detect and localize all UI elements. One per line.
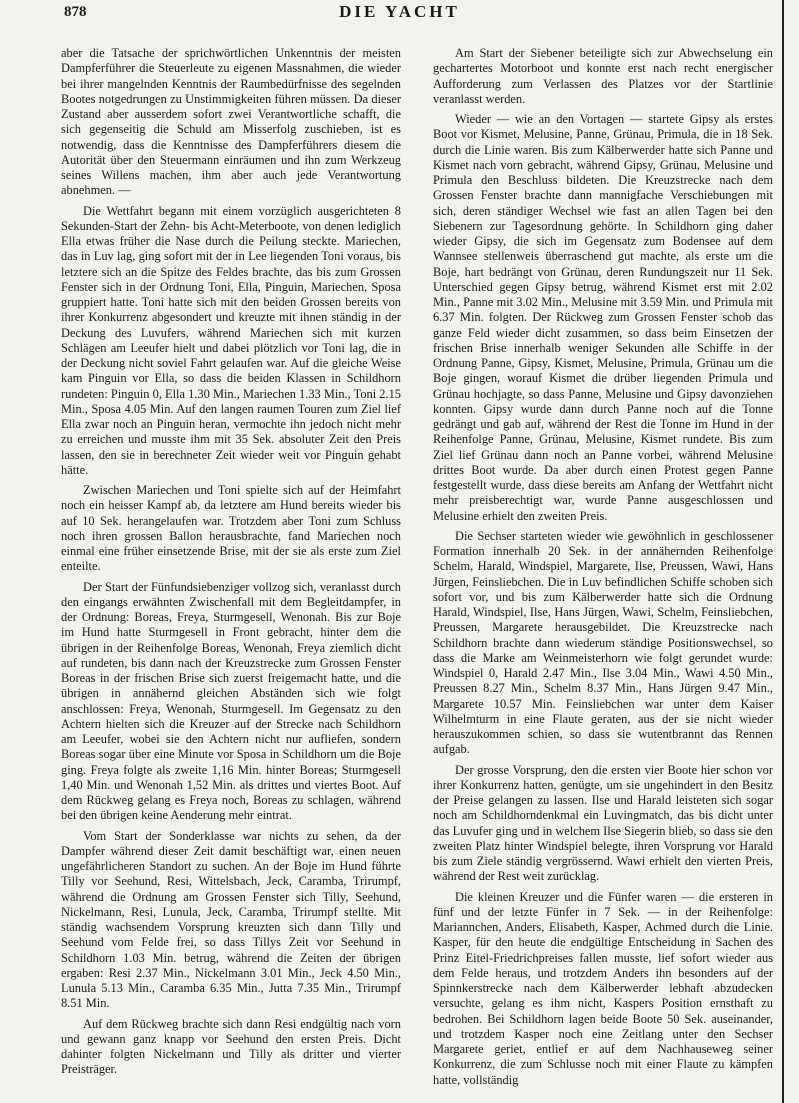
paragraph: Der Start der Fünfundsiebenziger vollzog sich, veranlasst durch den eingangs erwähnten Zwischenfall mit dem Begleitdampfer, in der Ordnung: Boreas, Freya, Sturmgesell, Wenonah. Bis zur Boje im Hund hatte Sturmgesell in Front gebracht, hinter dem die übrigen in der Reihenfolge Boreas, Wenonah, Freya ziemlich dicht auf rundeten, bis dann nach der Kreuzstrecke zum Grossen Fenster Boreas in der frischen Brise sich zuerst freigemacht hatte, und die übrigen in annähernd gleichen Abständen sich wie folgt anschlossen: Freya, Wenonah, Sturmgesell. Im Gegensatz zu den Achtern hielten sich die Kreuzer auf der Strecke nach Schildhorn am Leeufer, wobei sie den Achtern nicht nur aufliefen, sondern Boreas sogar über eine Minute vor Sposa in Schildhorn um die Boje ging. Freya folgte als zweite 1,16 Min. hinter Boreas; Sturmgesell 1,40 Min. und Wenonah 1,52 Min. als drittes und viertes Boot. Auf dem Rückweg gelang es Freya noch, Boreas zu schlagen, während bei den übrigen keine Aenderung mehr eintrat. <box>61 579 401 823</box>
paragraph: Auf dem Rückweg brachte sich dann Resi endgültig nach vorn und gewann ganz knapp vor Seehund den ersten Preis. Dicht dahinter folgten Nickelmann und Tilly als dritter und vierter Preisträger. <box>61 1016 401 1077</box>
page-number: 878 <box>64 4 87 20</box>
paragraph: aber die Tatsache der sprichwörtlichen Unkenntnis der meisten Dampferführer die Steuerleute zu eigenen Massnahmen, die wieder bei ihrer mangelnden Kenntnis der Raumbedürfnisse des segelnden Bootes notgedrungen zu Unstimmigkeiten führen müssen. Da dieser Zustand aber ausserdem sofort zwei Verantwortliche schafft, die sich gegenseitig die Schuld am Misserfolg zuschieben, ist es notwendig, dass die Kenntnisse des Dampferführers diesem die Autorität über den Steuermann einräumen und ihn zum Werkzeug seines Willens machen, ihm aber auch jede Verantwortung abnehmen. — <box>61 46 401 198</box>
paragraph: Die Sechser starteten wieder wie gewöhnlich in geschlossener Formation innerhalb 20 Sek. in der annähernden Reihenfolge Schelm, Harald, Windspiel, Margarete, Ilse, Preussen, Wawi, Hans Jürgen, Feinsliebchen. Die in Luv befindlichen Schiffe schoben sich sofort vor, und bis zum Kälberwerder hatte sich die Ordnung Harald, Windspiel, Ilse, Hans Jürgen, Wawi, Schelm, Feinsliebchen, Preussen, Margarete herausgebildet. Die Kreuzstrecke nach Schildhorn brachte dann wiederum ständige Positionswechsel, so dass die Marke am Weinmeisterhorn wie folgt gerundet wurde: Windspiel 0, Harald 2.47 Min., Ilse 3.04 Min., Wawi 4.50 Min., Preussen 8.27 Min., Schelm 8.37 Min., Hans Jürgen 9.47 Min., Margarete 10.57 Min. Feinsliebchen war unter dem Kaiser Wilhelmturm in eine Flaute geraten, aus der sie nicht wieder herauszukommen schien, so dass sie wutentbrannt das Rennen aufgab. <box>433 528 773 757</box>
running-head-title: DIE YACHT <box>339 2 460 21</box>
paragraph: Vom Start der Sonderklasse war nichts zu sehen, da der Dampfer während dieser Zeit damit beschäftigt war, einen neuen ungefährlicheren Standort zu suchen. An der Boje im Hund führte Tilly vor Seehund, Resi, Wittelsbach, Jeck, Caramba, Trirumpf, während die Ordnung am Grossen Fenster sich Tilly, Seehund, Nickelmann, Resi, Lunula, Jeck, Caramba, Trirumpf stellte. Mit ständig wachsendem Vorsprung kreuzten sich dann Tilly und Seehund vom Felde frei, so dass Tillys Zeit vor Seehund in Schildhorn 1.03 Min. betrug, während die Zeiten der übrigen ergaben: Resi 2.37 Min., Nickelmann 3.01 Min., Jeck 4.50 Min., Lunula 5.13 Min., Caramba 6.35 Min., Jutta 7.35 Min., Trirumpf 8.51 Min. <box>61 828 401 1011</box>
page-edge-rule <box>782 0 784 1103</box>
paragraph: Der grosse Vorsprung, den die ersten vier Boote hier schon vor ihrer Konkurrenz hatten, genügte, um sie ungehindert in den Besitz der Preise gelangen zu lassen. Ilse und Harald leisteten sich sogar noch am Schildhorndenkmal ein Luvingmatch, das bis dicht unter das Luvufer ging und in welchem Ilse Siegerin blieb, so dass sie den zweiten Platz hinter Windspiel belegte, ihren Vorsprung vor Harald bis zum Ziele ständig vergrössernd. Wawi erhielt den vierten Preis, während der Rest weit zurücklag. <box>433 762 773 884</box>
right-column <box>433 46 773 1093</box>
paragraph: Wieder — wie an den Vortagen — startete Gipsy als erstes Boot vor Kismet, Melusine, Panne, Grünau, Primula, die in 18 Sek. durch die Linie waren. Bis zum Kälberwerder hatte sich Panne und Kismet nach vorn gebracht, während Gipsy, Grünau, Melusine und Primula den Beschluss bildeten. Die Kreuzstrecke nach dem Grossen Fenster brachte dann mannigfache Verschiebungen mit sich, deren ständiger Wechsel wie fast an allen Tagen bei den Siebenern zur Tagesordnung gehörte. In Schildhorn ging daher wieder Gipsy, die sich im Gegensatz zum Bodensee auf dem Wannsee stellenweis überraschend gut machte, als erste um die Boje, hart bedrängt von Grünau, deren Rundungszeit nur 11 Sek. Unterschied gegen Gipsy betrug, während Kismet erst mit 2.02 Min., Panne mit 3.02 Min., Melusine mit 3.59 Min. und Primula mit 6.37 Min. folgten. Der Rückweg zum Grossen Fenster schob das ganze Feld wieder dicht zusammen, so dass beim Einsetzen der frischen Brise innerhalb weniger Sekunden alle Schiffe in der Ordnung Panne, Gipsy, Kismet, Melusine, Primula, Grünau um die Boje gingen, worauf Kismet die drüber liegenden Primula und Grünau hochjagte, so dass Panne, Melusine und Gipsy davonziehen konnten. Gipsy wurde dann durch Panne noch auf die Tonne gedrängt und gab auf, während der Rest die Tonne im Hund in der Reihenfolge Panne, Grünau, Melusine, Kismet rundete. Bis zum Ziel lief Grünau dann noch an Panne vorbei, während Melusine drittes Boot wurde. Da aber durch einen Protest gegen Panne festgestellt wurde, dass diese bereits am Anfang der Wettfahrt nicht mehr preisberechtigt war, wurde Panne ausgeschlossen und Melusine erhielt den zweiten Preis. <box>433 112 773 523</box>
paragraph: Die Wettfahrt begann mit einem vorzüglich ausgerichteten 8 Sekunden-Start der Zehn- bis Acht-Meterboote, von denen lediglich Ella etwas früher die Nase durch die Peilung steckte. Mariechen, das in Luv lag, ging sofort mit der in Lee liegenden Toni voraus, bis letztere sich an die Spitze des Feldes brachte, das bis zum Grossen Fenster sich in der Ordnung Toni, Ella, Pinguin, Mariechen, Sposa gruppiert hatte. Toni hatte sich mit den beiden Grossen bereits von ihrer Konkurrenz abgesondert und kreuzte mit ihnen ständig in der Deckung des Luvufers, während Mariechen sich mit kurzen Schlägen am Leeufer hielt und dabei plötzlich vor Toni lag, die in der Deckung nicht soviel Fahrt gelaufen war. Auf die gleiche Weise kam Pinguin vor Ella, so dass die beiden Klassen in Schildhorn rundeten: Pinguin 0, Ella 1.30 Min., Mariechen 1.33 Min., Toni 2.15 Min., Sposa 4.05 Min. Auf den langen raumen Touren zum Ziel lief Ella zwar noch an Pinguin heran, vermochte ihn jedoch nicht mehr zu erreichen und musste ihm mit 35 Sek. absoluter Zeit den Preis lassen, den sie in berechneter Zeit wieder weit vor Pinguin gehabt hätte. <box>61 203 401 477</box>
left-column <box>61 46 401 1083</box>
paragraph: Zwischen Mariechen und Toni spielte sich auf der Heimfahrt noch ein heisser Kampf ab, da letztere am Hund bereits wieder bis auf 10 Sek. herangelaufen war. Trotzdem aber Toni zum Schluss noch ihren grossen Ballon herausbrachte, fand Mariechen noch einmal eine früher einsetzende Brise, mit der sie als erste zum Ziel enteilte. <box>61 483 401 574</box>
paragraph: Die kleinen Kreuzer und die Fünfer waren — die ersteren in fünf und der letzte Fünfer in 7 Sek. — in der Reihenfolge: Mariannchen, Anders, Elisabeth, Kasper, Achmed durch die Linie. Kasper, für den heute die endgültige Entscheidung in Sachen des Prinz Eitel-Friedrichpreises fallen musste, lief sofort wieder aus dem Felde heraus, und trotzdem Anders ihn besonders auf der Spinnkerstrecke nach dem Kälberwerder lebhaft abzudecken versuchte, gelang es ihm nicht, Kaspers Position ernsthaft zu bedrohen. Bei Schildhorn lagen beide Boote 50 Sek. auseinander, und trotzdem Kasper noch eine Zeitlang unter den Sechser Margarete geriet, entlief er auf dem Nachhauseweg seiner Konkurrenz, die zum Schlusse noch mit einer Flaute zu kämpfen hatte, vollständig <box>433 889 773 1087</box>
paragraph: Am Start der Siebener beteiligte sich zur Abwechselung ein gechartertes Motorboot und konnte erst nach recht energischer Aufforderung zum Verlassen des Platzes vor der Startlinie veranlasst werden. <box>433 46 773 106</box>
